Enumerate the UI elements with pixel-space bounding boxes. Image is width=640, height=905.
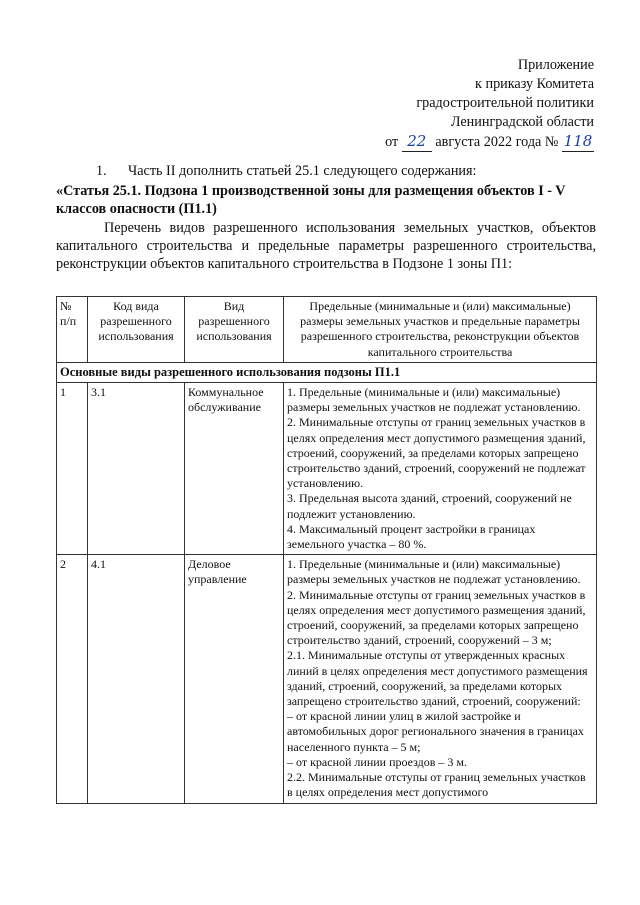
row-number: 1	[57, 383, 88, 555]
article-title: «Статья 25.1. Подзона 1 производственной зоны для размещения объектов I - V классов опасности (П1.1)	[56, 183, 566, 217]
param-item: 2.1. Минимальные отступы от утвержденных красных линий в целях определения мест допустимого размещения зданий, строений, сооружений, за пределами которых запрещено строительство зданий, строений, сооружений:	[287, 648, 588, 709]
section-title: Основные виды разрешенного использования подзоны П1.1	[57, 362, 597, 382]
header-code: Код вида разрешенного использования	[88, 297, 185, 363]
param-item: 4. Максимальный процент застройки в границах земельного участка – 80 %.	[287, 521, 536, 552]
header-date-line	[385, 132, 594, 152]
zoning-table	[56, 296, 597, 804]
row-params	[284, 555, 597, 803]
table-header-row	[57, 297, 597, 363]
header-line-2: к приказу Комитета	[475, 76, 594, 92]
param-item: 1. Предельные (минимальные и (или) максимальные) размеры земельных участков не подлежат установлению.	[287, 557, 581, 587]
row-number: 2	[57, 555, 88, 803]
paragraph-1-number: 1.	[96, 163, 107, 179]
param-item: – от красной линии проездов – 3 м.	[287, 754, 468, 769]
table-row	[57, 383, 597, 555]
row-kind: Деловое управление	[185, 555, 284, 803]
param-item: 3. Предельная высота зданий, строений, сооружений не подлежит установлению.	[287, 491, 572, 521]
header-line-1: Приложение	[517, 57, 594, 73]
row-kind: Коммунальное обслуживание	[185, 383, 284, 555]
row-code: 3.1	[88, 383, 185, 555]
row-code: 4.1	[88, 555, 185, 803]
header-number: № п/п	[57, 297, 88, 363]
month-year: августа 2022 года №	[435, 134, 559, 150]
header-line-4: Ленинградской области	[450, 114, 594, 130]
section-row	[57, 362, 597, 382]
date-prefix: от	[385, 134, 399, 150]
param-item: 1. Предельные (минимальные и (или) максимальные) размеры земельных участков не подлежат установлению.	[287, 385, 581, 415]
handwritten-order-number: 118	[563, 132, 593, 150]
table-row	[57, 555, 597, 803]
paragraph-1-text: Часть II дополнить статьей 25.1 следующего содержания:	[128, 163, 477, 179]
row-params	[284, 383, 597, 555]
param-item: 2. Минимальные отступы от границ земельных участков в целях определения мест допустимого размещения зданий, строений, сооружений, за пределами которых запрещено строительство зданий, строений, сооружений – 3 м;	[287, 587, 586, 648]
paragraph-1	[56, 162, 596, 180]
param-item: – от красной линии улиц в жилой застройке и автомобильных дорог регионального значения в границах населенного пункта – 5 м;	[287, 709, 584, 754]
handwritten-day: 22	[402, 132, 432, 152]
document-header	[385, 56, 594, 152]
param-item: 2.2. Минимальные отступы от границ земельных участков в целях определения мест допустимого	[287, 770, 586, 800]
intro-paragraph: Перечень видов разрешенного использования земельных участков, объектов капитального строительства и предельные параметры разрешенного строительства, реконструкции объектов капитального строительства в Подзоне 1 зоны П1:	[56, 220, 596, 272]
header-params: Предельные (минимальные и (или) максимальные) размеры земельных участков и предельные параметры разрешенного строительства, реконструкции объектов капитального строительства	[284, 297, 597, 363]
param-item: 2. Минимальные отступы от границ земельных участков в целях определения мест допустимого размещения зданий, строений, сооружений, за пределами которых запрещено строительство зданий, строений, сооружений не подлежат установлению.	[287, 415, 586, 491]
header-line-3: градостроительной политики	[416, 95, 594, 111]
header-kind: Вид разрешенного использования	[185, 297, 284, 363]
